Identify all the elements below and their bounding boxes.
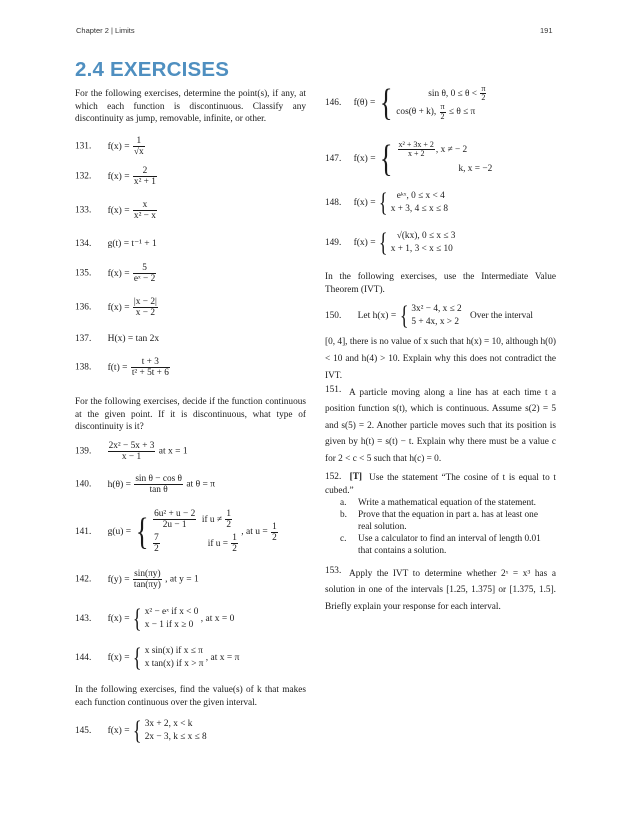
fraction: [153, 533, 160, 554]
exercise-145: [75, 718, 207, 744]
exercise-144: [75, 645, 239, 671]
intro-paragraph-1: For the following exercises, determine the point(s), if any, at which each function is discontinuous. Classify any discontinuity as jump, removable, infinite, or other.: [75, 89, 306, 124]
exercise-lhs: f(x) =: [107, 614, 130, 624]
exercise-143: [75, 606, 234, 632]
case-1: x² − eˣ if x < 0: [144, 607, 199, 617]
denominator: x − 1: [121, 452, 142, 462]
denominator: 2: [481, 93, 486, 103]
exercise-number: 145.: [75, 726, 92, 736]
fraction: [271, 522, 278, 543]
left-brace: {: [135, 511, 149, 553]
numerator: 1: [272, 521, 277, 532]
exercise-153-number: 153.: [325, 566, 342, 576]
exercise-150: [325, 303, 556, 329]
case-1: sin θ, 0 ≤ θ <: [428, 89, 477, 99]
exercise-142: [75, 569, 199, 590]
exercise-number: 149.: [325, 238, 342, 248]
piecewise-cases: [145, 645, 204, 671]
denominator: t² + 5t + 6: [131, 368, 169, 378]
exercise-135: [75, 263, 157, 284]
case-1: x sin(x) if x ≤ π: [144, 646, 203, 656]
page-number: 191: [540, 26, 553, 35]
piecewise-cases: [145, 606, 199, 632]
left-brace: {: [378, 188, 388, 217]
numerator: π: [440, 102, 445, 111]
exercise-number: 148.: [325, 198, 342, 208]
exercise-lhs: f(x) =: [107, 171, 130, 182]
exercise-number: 138.: [75, 362, 92, 373]
numerator: 1: [232, 533, 237, 544]
numerator: 5: [133, 263, 156, 274]
exercise-lhs: f(x) =: [107, 302, 130, 313]
case-2: x − 1 if x ≥ 0: [144, 620, 194, 630]
exercise-lhs: f(t) =: [107, 362, 128, 373]
exercise-number: 142.: [75, 574, 92, 585]
section-title: 2.4 EXERCISES: [75, 58, 230, 81]
piecewise-cases: [396, 85, 487, 121]
exercise-lhs: g(u) =: [107, 527, 132, 537]
fraction: [440, 103, 446, 121]
denominator: 2: [226, 520, 231, 531]
exercise-lhs: f(x) =: [107, 653, 130, 663]
exercise-lhs: f(x) =: [353, 198, 376, 208]
exercise-number: 141.: [75, 527, 92, 537]
fraction: [133, 297, 158, 318]
evaluation-point: , at y = 1: [165, 574, 199, 585]
part-text: Write a mathematical equation of the statement.: [358, 498, 537, 508]
case-1: 3x² − 4, x ≤ 2: [411, 304, 462, 314]
exercise-number: 135.: [75, 268, 92, 279]
chapter-header: Chapter 2 | Limits: [76, 26, 135, 35]
exercise-lhs: h(θ) =: [107, 479, 131, 490]
piecewise-cases: [411, 303, 461, 329]
intro-paragraph-2: For the following exercises, decide if the function continuous at the given point. If it is discontinuous, what type of discontinuity is it?: [75, 397, 306, 432]
intro-paragraph-4: In the following exercises, use the Intermediate Value Theorem (IVT).: [325, 272, 556, 295]
part-a: [340, 497, 552, 509]
exercise-expression: H(x) = tan 2x: [107, 334, 160, 344]
exercise-lhs: f(x) =: [107, 268, 130, 279]
denominator: tan(πy): [133, 580, 161, 590]
exercise-number: 134.: [75, 239, 92, 249]
denominator: x² − x: [133, 211, 156, 221]
exercise-138: [75, 357, 171, 378]
denominator: 2: [272, 532, 277, 543]
denominator: x − 2: [135, 308, 155, 318]
exercise-number: 143.: [75, 614, 92, 624]
exercise-lhs: f(y) =: [107, 574, 130, 585]
numerator: 6u² + u − 2: [154, 509, 196, 520]
left-brace: {: [378, 228, 388, 257]
exercise-153: Apply the IVT to determine whether 2ˣ = x³ has a solution in one of the intervals [1.25, 1.375] or [1.375, 1.5]. Briefly explain your response for each interval.: [325, 569, 556, 612]
evaluation-point: at x = 1: [158, 446, 188, 457]
exercise-133: [75, 200, 158, 221]
case-2: 2x − 3, k ≤ x ≤ 8: [144, 732, 207, 742]
left-brace: {: [379, 138, 393, 180]
evaluation-point: at θ = π: [186, 479, 216, 490]
exercise-number: 140.: [75, 479, 92, 490]
exercise-139: [75, 441, 188, 462]
exercise-expression: g(t) = t⁻¹ + 1: [107, 239, 157, 249]
evaluation-point: , at x = 0: [200, 614, 235, 624]
exercise-141: [75, 508, 279, 556]
exercise-number: 139.: [75, 446, 92, 457]
numerator: x: [133, 200, 157, 211]
left-brace: {: [132, 716, 142, 745]
exercise-lhs: f(x) =: [107, 726, 130, 736]
numerator: 1: [226, 509, 231, 520]
exercise-148: [325, 190, 448, 216]
case-1-condition: , x ≠ − 2: [435, 145, 468, 155]
left-brace: {: [132, 604, 142, 633]
denominator: x + 2: [407, 149, 425, 159]
fraction: [134, 474, 183, 495]
intro-paragraph-3: In the following exercises, find the value(s) of k that makes each function continuous over the given interval.: [75, 685, 306, 708]
exercise-137: [75, 334, 159, 344]
evaluation-point: , at x = π: [205, 653, 240, 663]
technology-tag: [T]: [349, 472, 363, 482]
piecewise-cases: [152, 508, 239, 556]
fraction: [133, 136, 145, 157]
part-label: c.: [340, 534, 347, 544]
case-2: 5 + 4x, x > 2: [411, 317, 460, 327]
part-label: b.: [340, 510, 347, 520]
case-condition: if u =: [207, 539, 228, 549]
exercise-number: 152.: [325, 472, 342, 482]
case-2: x + 1, 3 < x ≤ 10: [390, 244, 453, 254]
numerator: sin θ − cos θ: [135, 474, 183, 484]
denominator: x² + 1: [133, 177, 156, 187]
case-1: 3x + 2, x < k: [144, 719, 193, 729]
numerator: |x − 2|: [133, 297, 157, 307]
piecewise-cases: [391, 190, 448, 216]
exercise-number: 144.: [75, 653, 92, 663]
fraction: [133, 263, 156, 284]
exercise-text: Over the interval: [470, 311, 533, 321]
denominator: 2: [232, 544, 237, 555]
exercise-number: 147.: [325, 154, 342, 164]
exercise-lhs: f(x) =: [107, 141, 130, 152]
fraction: [231, 533, 238, 554]
case-2: cos(θ + k),: [396, 107, 437, 118]
exercise-150-body: [0, 4], there is no value of x such that h(x) = 10, although h(0) < 10 and h(4) > 10. Explain why this does not contradict the IVT.: [325, 337, 556, 381]
exercise-number: 136.: [75, 302, 92, 313]
case-1: eᵏˣ, 0 ≤ x < 4: [396, 191, 445, 201]
exercise-lhs: f(θ) =: [353, 98, 376, 108]
exercise-lhs: f(x) =: [353, 238, 376, 248]
numerator: 1: [133, 136, 145, 147]
part-b: [340, 509, 552, 533]
case-2-condition: ≤ θ ≤ π: [448, 107, 476, 118]
left-brace: {: [399, 301, 409, 330]
fraction: [131, 357, 170, 378]
exercise-132: [75, 166, 158, 187]
exercise-152-parts: [340, 497, 552, 557]
exercise-lhs: f(x) =: [107, 205, 130, 216]
numerator: t + 3: [131, 357, 170, 368]
denominator: 2: [440, 111, 445, 121]
exercise-146: [325, 84, 487, 122]
part-text: Prove that the equation in part a. has at least one real solution.: [358, 510, 538, 532]
denominator: eˣ − 2: [133, 274, 156, 284]
case-2: x tan(x) if x > π: [144, 659, 204, 669]
numerator: π: [481, 83, 486, 93]
left-brace: {: [132, 643, 142, 672]
numerator: 7: [154, 533, 159, 544]
exercise-number: 150.: [325, 311, 342, 321]
part-text: Use a calculator to find an interval of length 0.01 that contains a solution.: [358, 534, 541, 556]
case-2: k, x = −2: [458, 164, 493, 174]
fraction: [133, 569, 162, 590]
fraction: [398, 141, 435, 159]
part-label: a.: [340, 498, 347, 508]
exercise-lhs: Let h(x) =: [357, 311, 397, 321]
fraction: [480, 85, 486, 103]
denominator: tan θ: [149, 485, 168, 495]
part-c: [340, 533, 552, 557]
fraction: [133, 200, 157, 221]
case-condition: if u ≠: [201, 515, 222, 525]
numerator: 2: [133, 166, 157, 177]
piecewise-cases: [391, 230, 456, 256]
exercise-number: 133.: [75, 205, 92, 216]
exercise-149: [325, 230, 455, 256]
exercise-151: A particle moving along a line has at each time t a position function s(t), which is continuous. Assume s(2) = 5 and s(5) = 2. Another particle moves such that its position is given by h(t) = s(t) − t. Explain why there must be a value c for 2 < c < 5 such that h(c) = 0.: [325, 388, 556, 464]
fraction: [153, 509, 196, 530]
fraction: [133, 166, 157, 187]
denominator: √x: [133, 147, 144, 157]
exercise-lhs: f(x) =: [353, 154, 376, 164]
piecewise-cases: [397, 140, 493, 178]
case-2: x + 3, 4 ≤ x ≤ 8: [390, 204, 449, 214]
exercise-134: [75, 238, 157, 249]
numerator: 2x² − 5x + 3: [108, 441, 155, 451]
exercise-151-number: 151.: [325, 385, 342, 395]
evaluation-point: , at u =: [241, 527, 268, 537]
piecewise-cases: [145, 718, 207, 744]
fraction: [225, 509, 232, 530]
numerator: sin(πy): [134, 569, 161, 579]
exercise-number: 146.: [325, 98, 342, 108]
exercise-147: [325, 140, 492, 178]
fraction: [108, 441, 156, 462]
exercise-number: 137.: [75, 334, 92, 344]
denominator: 2: [154, 544, 159, 555]
exercise-131: [75, 136, 146, 157]
denominator: 2u − 1: [162, 520, 187, 531]
exercise-136: [75, 297, 159, 318]
case-1: √(kx), 0 ≤ x ≤ 3: [396, 231, 456, 241]
exercise-140: [75, 474, 215, 495]
exercise-152-text: Use the statement “The cosine of t is equal to t cubed.”: [325, 473, 556, 496]
exercise-number: 131.: [75, 141, 92, 152]
exercise-number: 132.: [75, 171, 92, 182]
numerator: x² + 3x + 2: [398, 139, 434, 149]
left-brace: {: [379, 82, 393, 124]
